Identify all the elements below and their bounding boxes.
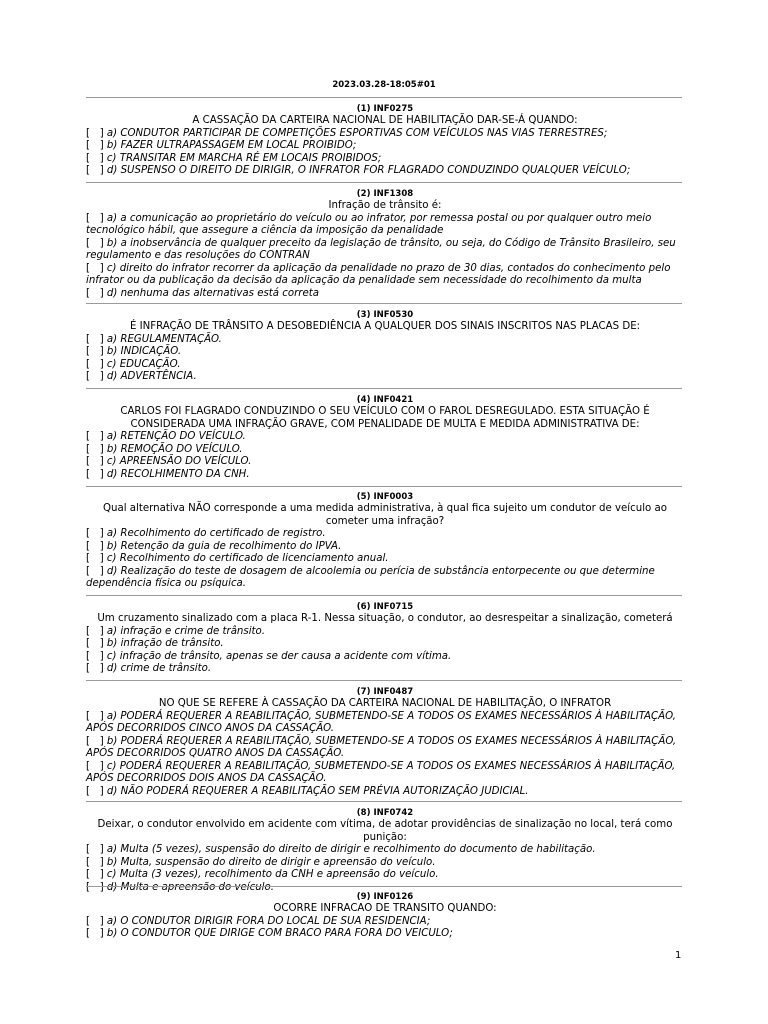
question-number: (3) INF0530: [356, 310, 414, 320]
option-b: [ ] b) Retenção da guia de recolhimento do IPVA.: [86, 540, 342, 552]
separator: [86, 886, 682, 887]
question-number: (5) INF0003: [356, 492, 414, 502]
question-8: [86, 808, 684, 894]
option-c: [ ] c) PODERÁ REQUERER A REABILITAÇÃO, SUBMETENDO-SE A TODOS OS EXAMES NECESSÁRIOS À HABILITAÇÃO, APÓS DECORRIDOS DOIS ANOS DA CASSAÇÃO.: [86, 760, 676, 784]
option-a: [ ] a) Multa (5 vezes), suspensão do direito de dirigir e recolhimento do documento de habilitação.: [86, 844, 596, 855]
option-c: [ ] c) Recolhimento do certificado de licenciamento anual.: [86, 553, 389, 564]
option-a: [ ] a) CONDUTOR PARTICIPAR DE COMPETIÇÕES ESPORTIVAS COM VEÍCULOS NAS VIAS TERRESTRES;: [86, 127, 608, 139]
option-b: [ ] b) a inobservância de qualquer preceito da legislação de trânsito, ou seja, do Código de Trânsito Brasileiro, seu regulamento e das resoluções do CONTRAN: [86, 237, 676, 261]
question-text: Infração de trânsito é:: [328, 200, 442, 211]
separator: [86, 801, 682, 802]
question-number: (7) INF0487: [356, 687, 414, 697]
separator: [86, 595, 682, 596]
option-a: [ ] a) Recolhimento do certificado de registro.: [86, 528, 326, 539]
question-2: [86, 189, 684, 300]
option-d: [ ] d) NÃO PODERÁ REQUERER A REABILITAÇÃO SEM PRÉVIA AUTORIZAÇÃO JUDICIAL.: [86, 785, 529, 797]
question-3: [86, 310, 684, 384]
option-b: [ ] b) REMOÇÃO DO VEÍCULO.: [86, 443, 243, 455]
question-text: É INFRAÇÃO DE TRÂNSITO A DESOBEDIÊNCIA A QUALQUER DOS SINAIS INSCRITOS NAS PLACAS DE:: [129, 321, 641, 332]
question-number: (8) INF0742: [356, 808, 414, 818]
separator: [86, 182, 682, 183]
option-b: [ ] b) infração de trânsito.: [86, 638, 224, 649]
option-b: [ ] b) FAZER ULTRAPASSAGEM EM LOCAL PROIBIDO;: [86, 140, 357, 151]
question-7: [86, 687, 684, 798]
question-number: (4) INF0421: [356, 395, 414, 405]
option-a: [ ] a) a comunicação ao proprietário do veículo ou ao infrator, por remessa postal ou por qualquer outro meio tecnológico hábil, que assegure a ciência da imposição da penalidade: [86, 212, 652, 236]
option-c: [ ] c) EDUCAÇÃO.: [86, 358, 181, 370]
option-d: [ ] d) SUSPENSO O DIREITO DE DIRIGIR, O INFRATOR FOR FLAGRADO CONDUZINDO QUALQUER VEÍCULO;: [86, 165, 631, 176]
option-c: [ ] c) Multa (3 vezes), recolhimento da CNH e apreensão do veículo.: [86, 869, 439, 880]
question-5: [86, 492, 684, 591]
question-number: (9) INF0126: [356, 892, 414, 902]
question-text: Qual alternativa NÃO corresponde a uma medida administrativa, à qual fica sujeito um condutor de veículo ao cometer uma infração?: [103, 503, 667, 527]
question-text: Um cruzamento sinalizado com a placa R-1. Nessa situação, o condutor, ao desrespeitar a sinalização, cometerá: [97, 613, 673, 624]
question-6: [86, 602, 684, 676]
question-1: [86, 104, 684, 178]
option-c: [ ] c) TRANSITAR EM MARCHA RÉ EM LOCAIS PROIBIDOS;: [86, 152, 382, 164]
option-d: [ ] d) nenhuma das alternativas está correta: [86, 287, 319, 299]
option-b: [ ] b) INDICAÇÃO.: [86, 346, 182, 357]
option-a: [ ] a) RETENÇÃO DO VEÍCULO.: [86, 431, 246, 442]
question-number: (6) INF0715: [356, 602, 414, 612]
separator: [86, 303, 682, 304]
question-4: [86, 395, 684, 481]
question-text: NO QUE SE REFERE À CASSAÇÃO DA CARTEIRA NACIONAL DE HABILITAÇÃO, O INFRATOR: [158, 698, 612, 709]
option-a: [ ] a) PODERÁ REQUERER A REABILITAÇÃO, SUBMETENDO-SE A TODOS OS EXAMES NECESSÁRIOS À HABILITAÇÃO, APÓS DECORRIDOS CINCO ANOS DA CASSAÇÃO.: [86, 710, 676, 734]
option-c: [ ] c) infração de trânsito, apenas se der causa a acidente com vítima.: [86, 650, 452, 662]
option-d: [ ] d) Realização do teste de dosagem de alcoolemia ou perícia de substância entorpecente ou que determine dependência física ou psíquica.: [86, 565, 655, 589]
separator: [86, 486, 682, 487]
option-b: [ ] b) PODERÁ REQUERER A REABILITAÇÃO, SUBMETENDO-SE A TODOS OS EXAMES NECESSÁRIOS À HABILITAÇÃO, APÓS DECORRIDOS QUATRO ANOS DA CASSAÇÃO.: [86, 735, 677, 759]
question-text: OCORRE INFRACAO DE TRANSITO QUANDO:: [273, 903, 497, 914]
option-d: [ ] d) RECOLHIMENTO DA CNH.: [86, 468, 250, 480]
option-d: [ ] d) crime de trânsito.: [86, 663, 212, 674]
option-d: [ ] d) ADVERTÊNCIA.: [86, 371, 197, 382]
question-text: Deixar, o condutor envolvido em acidente com vítima, de adotar providências de sinalização no local, terá como punição:: [97, 819, 673, 843]
question-text: A CASSAÇÃO DA CARTEIRA NACIONAL DE HABILITAÇÃO DAR-SE-Á QUANDO:: [192, 115, 578, 126]
question-9: [86, 892, 684, 941]
separator: [86, 97, 682, 98]
option-a: [ ] a) REGULAMENTAÇÃO.: [86, 333, 222, 345]
option-a: [ ] a) O CONDUTOR DIRIGIR FORA DO LOCAL DE SUA RESIDENCIA;: [86, 915, 431, 927]
separator: [86, 388, 682, 389]
option-c: [ ] c) direito do infrator recorrer da aplicação da penalidade no prazo de 30 dias, contados do conhecimento pelo infrator ou da publicação da decisão da aplicação da penalidade sem necessidade do recolhimento da multa: [86, 262, 671, 286]
option-c: [ ] c) APREENSÃO DO VEÍCULO.: [86, 456, 252, 467]
separator: [86, 680, 682, 681]
question-number: (1) INF0275: [356, 104, 414, 114]
option-d: [ ] d) Multa e apreensão do veículo.: [86, 881, 274, 893]
page-number: 1: [675, 950, 682, 961]
option-b: [ ] b) Multa, suspensão do direito de dirigir e apreensão do veículo.: [86, 856, 436, 868]
option-a: [ ] a) infração e crime de trânsito.: [86, 625, 265, 637]
question-number: (2) INF1308: [356, 189, 414, 199]
document-header: 2023.03.28-18:05#01: [332, 80, 436, 90]
question-text: CARLOS FOI FLAGRADO CONDUZINDO O SEU VEÍCULO COM O FAROL DESREGULADO. ESTA SITUAÇÃO É CONSIDERADA UMA INFRAÇÃO GRAVE, COM PENALIDADE DE MULTA E MEDIDA ADMINISTRATIVA DE:: [120, 406, 650, 430]
option-b: [ ] b) O CONDUTOR QUE DIRIGE COM BRACO PARA FORA DO VEICULO;: [86, 928, 453, 939]
